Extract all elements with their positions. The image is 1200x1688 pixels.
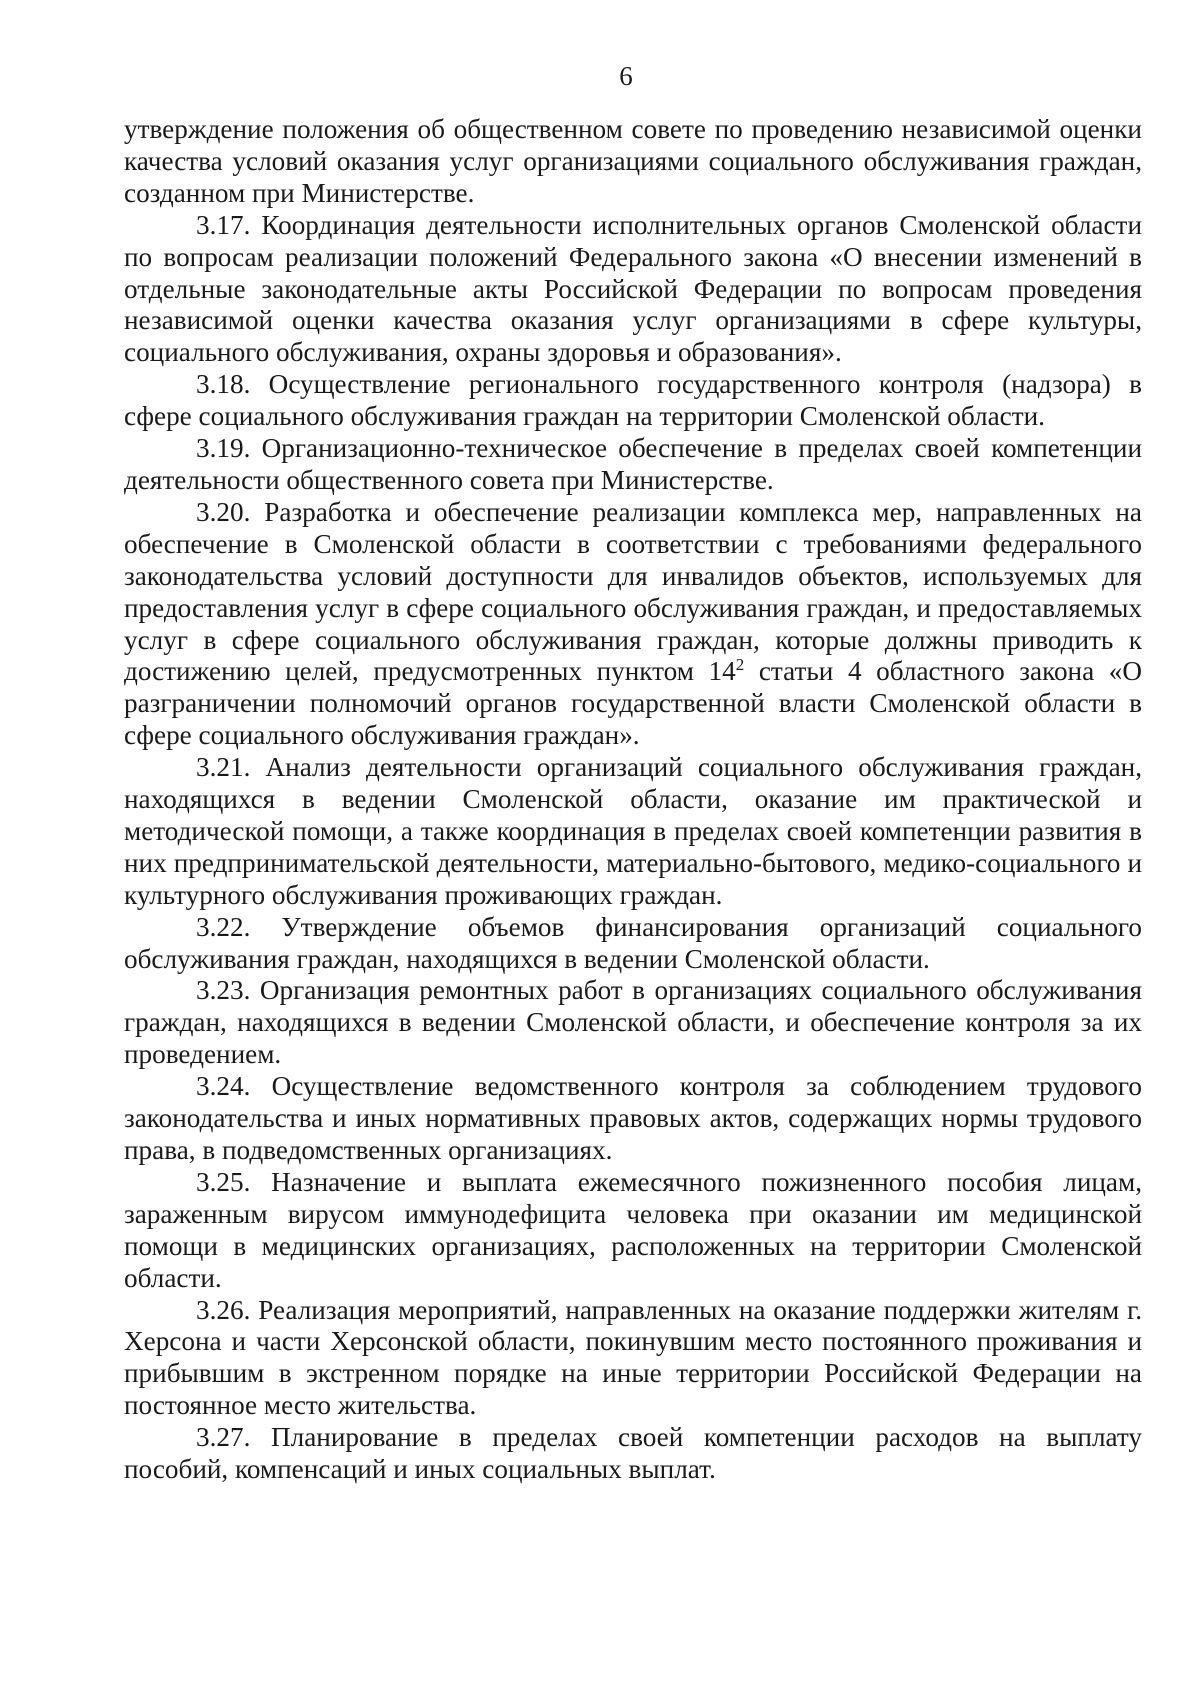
paragraph-3-20 [124, 497, 1142, 752]
paragraph-3-20-text-end: статьи 4 областного закона «О разграничении полномочий органов государственной власти Смоленской области в сфере социального обслуживания граждан». [124, 656, 1142, 751]
paragraph-3-25: 3.25. Назначение и выплата ежемесячного пожизненного пособия лицам, зараженным вирусом иммунодефицита человека при оказании им медицинской помощи в медицинских организациях, расположенных на территории Смоленской области. [124, 1166, 1142, 1293]
superscript-mark: 2 [735, 655, 745, 675]
paragraph-3-24: 3.24. Осуществление ведомственного контроля за соблюдением трудового законодательства и иных нормативных правовых актов, содержащих нормы трудового права, в подведомственных организациях. [124, 1071, 1142, 1165]
paragraph-3-19: 3.19. Организационно-техническое обеспечение в пределах своей компетенции деятельности общественного совета при Министерстве. [124, 433, 1142, 495]
paragraph-3-23: 3.23. Организация ремонтных работ в организациях социального обслуживания граждан, находящихся в ведении Смоленской области, и обеспечение контроля за их проведением. [124, 975, 1142, 1070]
paragraph-3-22: 3.22. Утверждение объемов финансирования организаций социального обслуживания граждан, находящихся в ведении Смоленской области. [124, 911, 1142, 974]
page-number: 6 [619, 61, 633, 91]
paragraph-3-17: 3.17. Координация деятельности исполнительных органов Смоленской области по вопросам реализации положений Федерального закона «О внесении изменений в отдельные законодательные акты Российской Федерации по вопросам проведения независимой оценки качества оказания услуг организациями в сфере культуры, социального обслуживания, охраны здоровья и образования». [124, 209, 1142, 368]
paragraph-3-21: 3.21. Анализ деятельности организаций социального обслуживания граждан, находящихся в ведении Смоленской области, оказание им практической и методической помощи, а также координация в пределах своей компетенции развития в них предпринимательской деятельности, материально-бытового, медико-социального и культурного обслуживания проживающих граждан. [124, 752, 1142, 910]
paragraph-3-27: 3.27. Планирование в пределах своей компетенции расходов на выплату пособий, компенсаций и иных социальных выплат. [124, 1422, 1142, 1485]
paragraph-3-18: 3.18. Осуществление регионального государственного контроля (надзора) в сфере социального обслуживания граждан на территории Смоленской области. [124, 369, 1142, 432]
document-body [124, 114, 1142, 1486]
paragraph-3-26: 3.26. Реализация мероприятий, направленных на оказание поддержки жителям г. Херсона и части Херсонской области, покинувшим место постоянного проживания и прибывшим в экстренном порядке на иные территории Российской Федерации на постоянное место жительства. [124, 1294, 1142, 1421]
paragraph-3-20-text-start: 3.20. Разработка и обеспечение реализации комплекса мер, направленных на обеспечение в Смоленской области в соответствии с требованиями федерального законодательства условий доступности для инвалидов объектов, используемых для предоставления услуг в сфере социального обслуживания граждан, и предоставляемых услуг в сфере социального обслуживания граждан, которые должны приводить к достижению целей, предусмотренных пунктом 14 [124, 496, 1142, 687]
paragraph-continuation: утверждение положения об общественном совете по проведению независимой оценки качества условий оказания услуг организациями социального обслуживания граждан, созданном при Министерстве. [124, 114, 1142, 208]
